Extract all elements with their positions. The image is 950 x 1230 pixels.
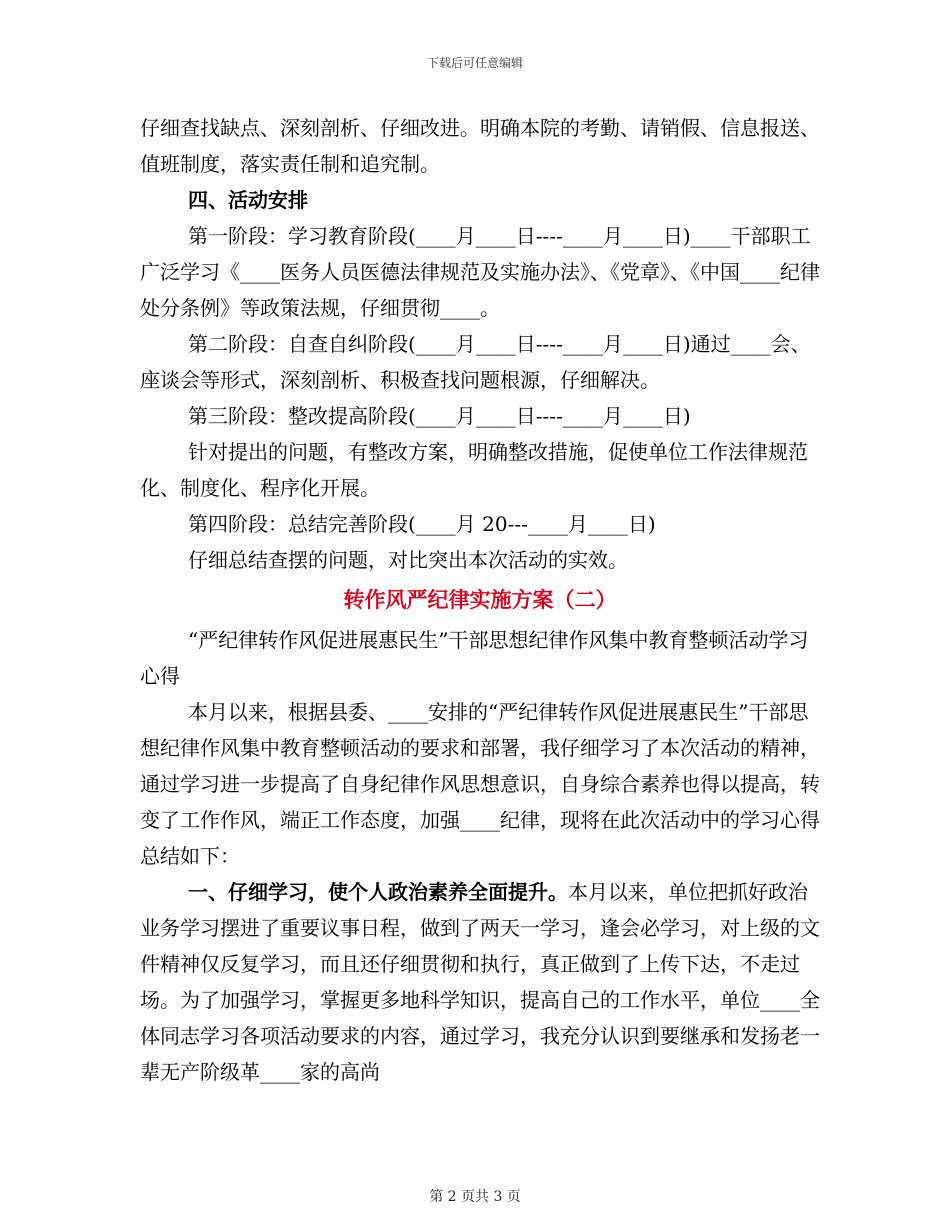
- paragraph-stage-3-detail: 针对提出的问题，有整改方案，明确整改措施，促使单位工作法律规范化、制度化、程序化开展。: [140, 440, 808, 500]
- paragraph-intro: 仔细查找缺点、深刻剖析、仔细改进。明确本院的考勤、请销假、信息报送、值班制度，落实责任制和追究制。: [140, 116, 820, 176]
- section-title: 转作风严纪律实施方案（二）: [343, 587, 617, 612]
- document-body: [140, 110, 820, 1090]
- paragraph-stage-4: 第四阶段：总结完善阶段(____月 20---____月____日): [188, 512, 656, 536]
- paragraph-stage-4-detail: 仔细总结查摆的问题，对比突出本次活动的实效。: [188, 548, 628, 572]
- section-heading-activity-schedule: 四、活动安排: [188, 188, 308, 212]
- point-1-heading: 一、仔细学习，使个人政治素养全面提升。: [188, 880, 568, 904]
- paragraph-subtitle: “严纪律转作风促进展惠民生”干部思想纪律作风集中教育整顿活动学习心得: [140, 628, 809, 688]
- page-footer: 第 2 页共 3 页: [429, 1189, 521, 1205]
- page-header: 下载后可任意编辑: [426, 56, 523, 70]
- paragraph-point-1: [140, 874, 820, 1090]
- paragraph-stage-1: 第一阶段：学习教育阶段(____月____日----____月____日)____干部职工广泛学习《____医务人员医德法律规范及实施办法》、《党章》、《中国____纪律处分条例》等政策法规，仔细贯彻____。: [140, 224, 820, 320]
- point-1-body: 本月以来，单位把抓好政治业务学习摆进了重要议事日程，做到了两天一学习，逢会必学习，对上级的文件精神仅反复学习，而且还仔细贯彻和执行，真正做到了上传下达，不走过场。为了加强学习，掌握更多地科学知识，提高自己的工作水平，单位____全体同志学习各项活动要求的内容，通过学习，我充分认识到要继承和发扬老一辈无产阶级革____家的高尚: [140, 880, 820, 1084]
- paragraph-stage-3: 第三阶段：整改提高阶段(____月____日----____月____日): [188, 404, 691, 428]
- paragraph-stage-2: 第二阶段：自查自纠阶段(____月____日----____月____日)通过____会、座谈会等形式，深刻剖析、积极查找问题根源，仔细解决。: [140, 332, 811, 392]
- paragraph-overview: 本月以来，根据县委、____安排的“严纪律转作风促进展惠民生”干部思想纪律作风集中教育整顿活动的要求和部署，我仔细学习了本次活动的精神，通过学习进一步提高了自身纪律作风思想意识，自身综合素养也得以提高，转变了工作作风，端正工作态度，加强____纪律，现将在此次活动中的学习心得总结如下：: [140, 700, 820, 868]
